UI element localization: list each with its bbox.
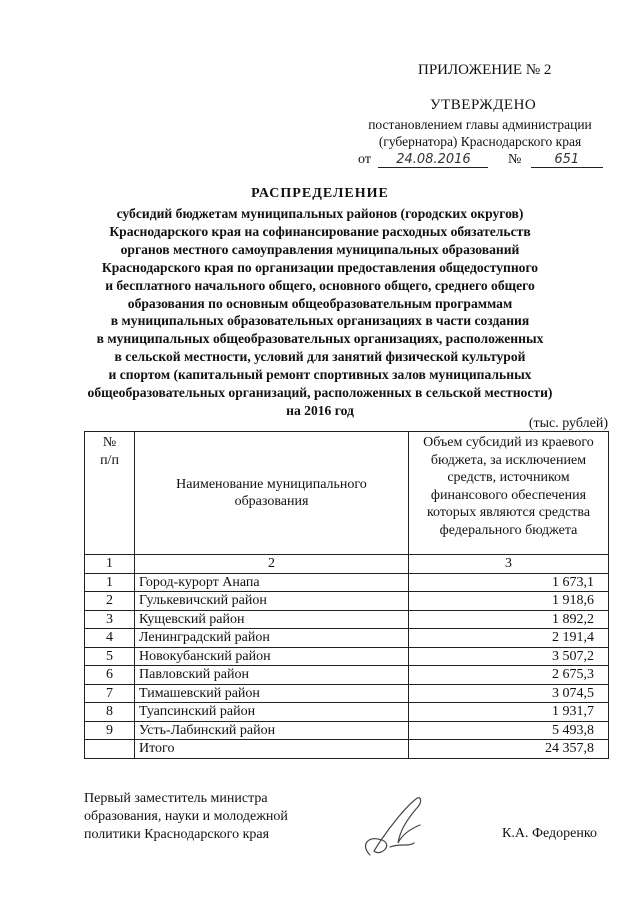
subtitle-line: субсидий бюджетам муниципальных районов (городских округов) [116, 206, 524, 221]
row-name: Павловский район [135, 666, 409, 685]
row-number: 9 [85, 721, 135, 740]
subtitle-line: образования по основным общеобразовательным программам [127, 295, 513, 311]
table-row [85, 703, 609, 722]
total-number-cell [85, 740, 135, 759]
table-row [85, 573, 609, 592]
row-value: 1 673,1 [409, 573, 609, 592]
subtitle-line: в муниципальных общеобразовательных организациях, расположенных [96, 331, 544, 347]
subsidy-table [84, 431, 609, 759]
row-value: 1 931,7 [409, 703, 609, 722]
basis-line-1: постановлением главы администрации [368, 117, 592, 132]
table-row [85, 592, 609, 611]
row-number: 5 [85, 647, 135, 666]
subtitle-line: общеобразовательных организаций, расположенных в сельской местности) [87, 385, 553, 401]
header-number-abbr: п/п [100, 452, 119, 468]
subtitle-line: и спортом (капитальный ремонт спортивных залов муниципальных [108, 367, 532, 383]
row-name: Город-курорт Анапа [135, 573, 409, 592]
unit-label: (тыс. рублей) [528, 416, 608, 431]
header-cell-number [85, 432, 135, 555]
table-header-row [85, 432, 609, 555]
row-value: 2 675,3 [409, 666, 609, 685]
row-number: 7 [85, 684, 135, 703]
row-value: 3 074,5 [409, 684, 609, 703]
table-row [85, 666, 609, 685]
column-number: 1 [85, 555, 135, 574]
table-row [85, 684, 609, 703]
row-value: 1 892,2 [409, 610, 609, 629]
header-number-sign: № [102, 435, 117, 450]
header-cell-name: Наименование муниципального образования [135, 432, 409, 555]
subtitle-line: органов местного самоуправления муниципальных образований [120, 241, 520, 257]
subtitle-line: в сельской местности, условий для занятий физической культурой [114, 349, 526, 365]
total-row [85, 740, 609, 759]
row-name: Гулькевичский район [135, 592, 409, 611]
table-row [85, 610, 609, 629]
document-title: РАСПРЕДЕЛЕНИЕ [251, 186, 389, 201]
approval-basis [350, 116, 610, 150]
row-number: 4 [85, 629, 135, 648]
subtitle-line: и бесплатного начального общего, основного общего, среднего общего [105, 277, 535, 293]
row-name: Новокубанский район [135, 647, 409, 666]
subtitle-line: Краснодарского края по организации предоставления общедоступного [101, 259, 539, 275]
row-number: 8 [85, 703, 135, 722]
table-row [85, 629, 609, 648]
approval-dateline [358, 152, 618, 168]
column-number: 2 [135, 555, 409, 574]
signer-position [84, 790, 324, 844]
table-row [85, 721, 609, 740]
row-number: 2 [85, 592, 135, 611]
row-number: 6 [85, 666, 135, 685]
signer-name: К.А. Федоренко [502, 826, 597, 841]
handwritten-number: 651 [531, 152, 603, 168]
number-prefix: № [507, 152, 522, 167]
subtitle-line: Краснодарского края на софинансирование расходных обязательств [109, 223, 531, 239]
column-number-row [85, 555, 609, 574]
table-row [85, 647, 609, 666]
row-name: Кущевский район [135, 610, 409, 629]
document-subtitle [60, 205, 580, 420]
total-label: Итого [135, 740, 409, 759]
row-name: Усть-Лабинский район [135, 721, 409, 740]
total-value: 24 357,8 [409, 740, 609, 759]
row-value: 3 507,2 [409, 647, 609, 666]
handwritten-date: 24.08.2016 [378, 152, 488, 168]
date-prefix: от [358, 152, 371, 167]
handwritten-signature-icon [350, 785, 440, 865]
signer-line-1: Первый заместитель министра [84, 791, 268, 806]
approved-stamp-text: УТВЕРЖДЕНО [430, 97, 537, 113]
row-value: 2 191,4 [409, 629, 609, 648]
row-name: Туапсинский район [135, 703, 409, 722]
row-number: 3 [85, 610, 135, 629]
basis-line-2: (губернатора) Краснодарского края [378, 134, 582, 149]
subtitle-line: в муниципальных образовательных организациях в части создания [110, 313, 530, 329]
row-name: Тимашевский район [135, 684, 409, 703]
row-name: Ленинградский район [135, 629, 409, 648]
row-value: 5 493,8 [409, 721, 609, 740]
column-number: 3 [409, 555, 609, 574]
signer-line-2: образования, науки и молодежной [84, 809, 288, 824]
subtitle-line: на 2016 год [286, 402, 354, 418]
row-number: 1 [85, 573, 135, 592]
header-cell-amount: Объем субсидий из краевого бюджета, за исключением средств, источником финансового обеспечения которых являются средства федерального бюджета [409, 432, 609, 555]
row-value: 1 918,6 [409, 592, 609, 611]
appendix-label: ПРИЛОЖЕНИЕ № 2 [418, 62, 552, 78]
signer-line-3: политики Краснодарского края [84, 827, 270, 842]
